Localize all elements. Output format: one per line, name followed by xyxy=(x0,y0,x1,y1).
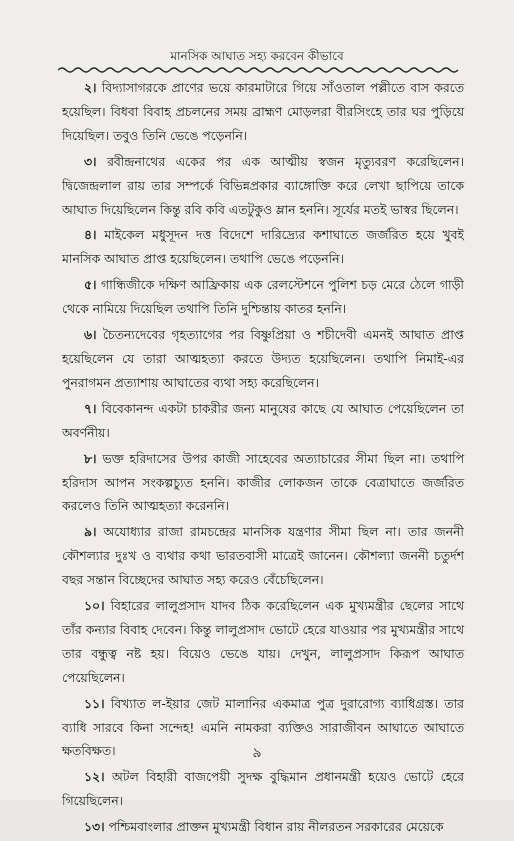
item-number: ১৩। xyxy=(84,819,105,835)
paragraph-3 xyxy=(62,150,464,222)
paragraph-text: রবীন্দ্রনাথের একের পর এক আত্মীয় স্বজন মৃত্যুবরণ করেছিলেন। দ্বিজেন্দ্রলাল রায় তার সম্পর্কে বিভিন্নপ্রকার ব্যাঙ্গোক্তি করে লেখা ছাপিয়ে তাকে আঘাত দিয়েছিলেন কিন্তু রবি কবি এতটুকুও ম্লান হননি। সূর্যের মতই ভাস্বর ছিলেন। xyxy=(62,153,464,217)
paragraph-text: অযোধ্যার রাজা রামচন্দ্রের মানসিক যন্ত্রণার সীমা ছিল না। তার জননী কৌশল্যার দুঃখ ও ব্যথার কথা ভারতবাসী মাত্রেই জানেন। কৌশল্যা জননী চতুর্দশ বছর সন্তান বিচ্ছেদের আঘাত সহ্য করেও বেঁচেছিলেন। xyxy=(62,524,464,588)
paragraph-text: বিদ্যাসাগরকে প্রাণের ভয়ে কারমাটারে গিয়ে সাঁওতাল পল্লীতে বাস করতে হয়েছিল। বিধবা বিবাহ প্রচলনের সময় ব্রাহ্মণ মোড়লরা বীরসিংহে তার ঘর পুড়িয়ে দিয়েছিল। তবুও তিনি ভেঙে পড়েননি। xyxy=(62,80,464,143)
paragraph-text: অটল বিহারী বাজপেয়ী সুদক্ষ বুদ্ধিমান প্রধানমন্ত্রী হয়েও ভোটে হেরে গিয়েছিলেন। xyxy=(62,769,464,809)
paragraph-text: বিখ্যাত ল-ইয়ার জেট মালানির একমাত্র পুত্র দুরারোগ্য ব্যাধিগ্রস্ত। তার ব্যাধি সারবে কিনা সন্দেহ! এমনি নামকরা ব্যক্তিও সারাজীবন আঘাতে আঘাতে ক্ষতবিক্ষত। xyxy=(62,695,464,759)
paragraph-text: বিহারের লালুপ্রসাদ যাদব ঠিক করেছিলেন এক মুখ্যমন্ত্রীর ছেলের সাথে তাঁর কন্যার বিবাহ দেবেন। কিন্তু লালুপ্রসাদ ভোটে হেরে যাওয়ার পর মুখ্যমন্ত্রীর সাথে তার বন্ধুত্ব নষ্ট হয়। বিয়েও ভেঙে যায়। দেখুন, লালুপ্রসাদ কিরূপ আঘাত পেয়েছিলেন। xyxy=(62,598,464,685)
running-header: মানসিক আঘাত সহ্য করবেন কীভাবে xyxy=(170,49,344,63)
paragraph-text: চৈতন্যদেবের গৃহত্যাগের পর বিষ্ণুপ্রিয়া ও শচীদেবী এমনই আঘাত প্রাপ্ত হয়েছিলেন যে তারা আত্মহত্যা করতে উদ্যত হয়েছিলেন। তথাপি নিমাই-এর পুনরাগমন প্রত্যাশায় আঘাতের ব্যথা সহ্য করেছিলেন। xyxy=(62,327,464,390)
item-number: ৯। xyxy=(84,524,97,540)
item-number: ৮। xyxy=(84,450,97,466)
header-ornamental-rule xyxy=(58,66,462,74)
item-number: ১১। xyxy=(84,695,105,711)
page-number: ৯ xyxy=(252,745,262,761)
item-number: ১০। xyxy=(84,598,105,614)
paragraph-12 xyxy=(62,765,464,813)
paragraph-text: বিবেকানন্দ একটা চাকরীর জন্য মানুষের কাছে যে আঘাত পেয়েছিলেন তা অবর্ণনীয়। xyxy=(62,400,464,440)
item-number: ৪। xyxy=(84,227,97,243)
page-body xyxy=(62,76,464,841)
item-number: ১২। xyxy=(84,769,105,785)
item-number: ৭। xyxy=(84,400,97,416)
paragraph-2 xyxy=(62,76,464,148)
item-number: ৩। xyxy=(84,153,97,169)
paragraph-13 xyxy=(62,815,464,839)
paragraph-5 xyxy=(62,273,464,321)
item-number: ৬। xyxy=(84,327,97,343)
paragraph-6 xyxy=(62,323,464,395)
paragraph-10 xyxy=(62,594,464,690)
item-number: ২। xyxy=(84,80,97,95)
paragraph-text: ভক্ত হরিদাসের উপর কাজী সাহেবের অত্যাচারের সীমা ছিল না। তথাপি হরিদাস আপন সংকল্পচ্যুত হননি। কাজীর লোকজন তাকে বেত্রাঘাতে জর্জরিত করলেও তিনি আত্মহত্যা করেননি। xyxy=(62,450,464,514)
paragraph-8 xyxy=(62,447,464,519)
paragraph-text: পশ্চিমবাংলার প্রাক্তন মুখ্যমন্ত্রী বিধান রায় নীলরতন সরকারের মেয়েকে xyxy=(108,819,444,835)
paragraph-4 xyxy=(62,223,464,271)
item-number: ৫। xyxy=(84,277,97,293)
paragraph-7 xyxy=(62,397,464,445)
paragraph-text: গান্ধিজীকে দক্ষিণ আফ্রিকায় এক রেলস্টেশনে পুলিশ চড় মেরে ঠেলে গাড়ী থেকে নামিয়ে দিয়েছিল তথাপি তিনি দুশ্চিন্তায় কাতর হননি। xyxy=(62,277,464,317)
paragraph-9 xyxy=(62,520,464,592)
paragraph-text: মাইকেল মধুসূদন দত্ত বিদেশে দারিদ্র্যের কশাঘাতে জর্জরিত হয়ে খুবই মানসিক আঘাত প্রাপ্ত হয়েছিলেন। তথাপি ভেঙে পড়েননি। xyxy=(62,227,464,267)
